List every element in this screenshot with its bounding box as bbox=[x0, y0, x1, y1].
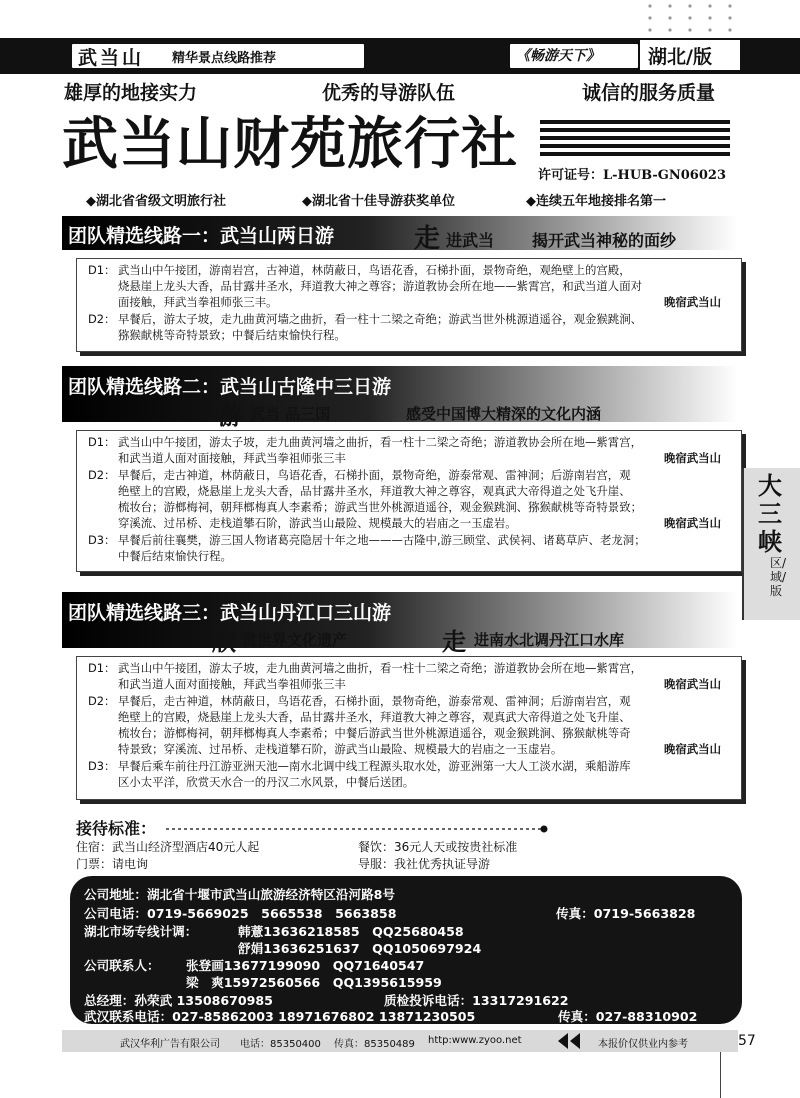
complaint-phone: 质检投诉电话：13317291622 bbox=[384, 993, 569, 1008]
route-1-title: 团队精选线路一：武当山两日游 bbox=[68, 225, 335, 247]
footer-fax: 传真：85350489 bbox=[334, 1039, 415, 1050]
company-phone: 公司电话：0719-5669025 5665538 5663858 bbox=[84, 906, 397, 921]
chevron-right-icon bbox=[556, 1031, 586, 1051]
route-1-d1-line: 武当山中午接团，游南岩宫，古神道，林荫蔽日，鸟语花香，石梯扑面，景物奇绝，观绝壁上的宫殿， bbox=[118, 263, 631, 277]
reception-meals: 餐饮：36元人天或按贵社标准 bbox=[358, 840, 518, 854]
route-2-tag: 武当 品三国 bbox=[250, 405, 331, 423]
company-address: 公司地址：湖北省十堰市武当山旅游经济特区沿河路8号 bbox=[84, 887, 396, 902]
general-manager: 总经理：孙荣武 13508670985 bbox=[84, 993, 273, 1008]
route-1-tag-2: 揭开武当神秘的面纱 bbox=[532, 231, 677, 250]
honor-3: ◆连续五年地接排名第一 bbox=[526, 194, 666, 209]
slogan-1: 雄厚的地接实力 bbox=[64, 82, 198, 104]
route-3-tag-2: 进南水北调丹江口水库 bbox=[474, 631, 625, 649]
route-3-d3-label: D3： bbox=[88, 759, 116, 773]
company-fax: 传真：0719-5663828 bbox=[556, 906, 696, 921]
footer-agency: 武汉华利广告有限公司 bbox=[120, 1039, 220, 1050]
honor-1: ◆湖北省省级文明旅行社 bbox=[86, 194, 226, 209]
page-number: 57 bbox=[738, 1033, 756, 1049]
footer-tel: 电话：85350400 bbox=[240, 1039, 321, 1050]
route-1-tag: 进武当 bbox=[446, 231, 495, 250]
route-3-tag-big: 欣 bbox=[212, 627, 236, 656]
dot-grid-decoration bbox=[640, 0, 750, 36]
route-3-d1-label: D1： bbox=[88, 661, 116, 675]
brand-name: 武当山 bbox=[78, 47, 145, 69]
route-2-tag-2: 感受中国博大精深的文化内涵 bbox=[406, 405, 602, 423]
wuhan-phone: 武汉联系电话：027-85862003 18971676802 13871230505 bbox=[84, 1009, 476, 1024]
route-2-d2-stay: 晚宿武当山 bbox=[664, 516, 721, 530]
company-name: 武当山财苑旅行社 bbox=[62, 112, 518, 177]
reception-tickets: 门票：请电询 bbox=[76, 857, 149, 871]
route-1-d2-line: 早餐后，游太子坡，走九曲黄河墙之曲折，看一柱十二梁之奇绝；游武当世外桃源逍遥谷，观金猴跳涧、 bbox=[118, 312, 642, 326]
stripes-decoration bbox=[540, 118, 730, 162]
route-3-title: 团队精选线路三：武当山丹江口三山游 bbox=[68, 602, 392, 624]
route-2-d1-line: 武当山中午接团，游太子坡，走九曲黄河墙之曲折，看一柱十二梁之奇绝；游道教协会所在地—紫霄宫， bbox=[118, 435, 642, 449]
contact-person-label: 公司联系人： bbox=[84, 958, 160, 973]
route-3-d2-label: D2： bbox=[88, 694, 116, 708]
route-2-d3-line: 早餐后前往襄樊，游三国人物诸葛亮隐居十年之地———古隆中,游三顾堂、武侯祠、诸葛草庐、老龙洞； bbox=[118, 533, 646, 547]
route-3-tag-big-2: 走 bbox=[442, 627, 466, 656]
route-3-d3-line: 早餐后乘车前往丹江游亚洲天池—南水北调中线工程源头取水处，游亚洲第一大人工淡水湖，乘船游库 bbox=[118, 759, 631, 773]
route-1-d1-label: D1： bbox=[88, 263, 116, 277]
route-3-d2-line: 梳妆台；游榔梅祠，朝拜榔梅真人李素希；中餐后游武当世外桃源逍遥谷，观金猴跳涧、猕猴献桃等奇 bbox=[118, 726, 631, 740]
route-3-d2-line: 绝壁上的宫殿，烧悬崖上龙头大香，品甘露井圣水，拜道教大神之尊容，观真武大帝得道之处飞升崖、 bbox=[118, 710, 631, 724]
route-2-d3-label: D3： bbox=[88, 533, 116, 547]
footer-note: 本报价仅供业内参考 bbox=[598, 1039, 688, 1050]
route-1-d1-line: 烧悬崖上龙头大香，品甘露井圣水，拜道教大神之尊容；游道教协会所在地——紫霄宫，和武当道人面对 bbox=[118, 279, 642, 293]
contact-person-2: 梁 爽15972560566 QQ1395615959 bbox=[186, 975, 442, 990]
route-3-d1-line: 和武当道人面对面接触，拜武当拳祖师张三丰 bbox=[118, 677, 346, 691]
reception-title: 接待标准： bbox=[76, 819, 157, 838]
route-1-d1-line: 面接触，拜武当拳祖师张三丰。 bbox=[118, 295, 278, 309]
route-3-d1-stay: 晚宿武当山 bbox=[664, 677, 721, 691]
margin-rule bbox=[720, 1052, 721, 1098]
edition-label: 湖北/版 bbox=[648, 46, 712, 68]
route-3-tag: 赏世界文化遗产 bbox=[242, 631, 348, 649]
route-3-d2-line: 早餐后，走古神道，林荫蔽日，鸟语花香，石梯扑面，景物奇绝，游泰常观、雷神洞；后游南岩宫，观 bbox=[118, 694, 631, 708]
wuhan-fax: 传真：027-88310902 bbox=[558, 1009, 698, 1024]
license-number: 许可证号：L-HUB-GN06023 bbox=[538, 168, 726, 183]
route-2-d3-line: 中餐后结束愉快行程。 bbox=[118, 549, 232, 563]
route-2-tag-big: 游 bbox=[218, 401, 242, 430]
reception-dotted-rule bbox=[166, 825, 550, 833]
route-1-tag-big: 走 bbox=[414, 224, 441, 254]
region-side-title: 大三峡 bbox=[758, 471, 782, 556]
reception-guide: 导服：我社优秀执证导游 bbox=[358, 857, 491, 871]
honor-2: ◆湖北省十佳导游获奖单位 bbox=[302, 194, 455, 209]
route-2-d1-label: D1： bbox=[88, 435, 116, 449]
slogan-2: 优秀的导游队伍 bbox=[322, 82, 456, 104]
footer-website: http:www.zyoo.net bbox=[428, 1035, 522, 1046]
slogan-3: 诚信的服务质量 bbox=[582, 82, 716, 104]
contact-person-1: 张登画13677199090 QQ71640547 bbox=[186, 958, 425, 973]
route-2-title: 团队精选线路二：武当山古隆中三日游 bbox=[68, 376, 392, 398]
route-3-d2-stay: 晚宿武当山 bbox=[664, 742, 721, 756]
route-2-d2-line: 早餐后，走古神道，林荫蔽日，鸟语花香，石梯扑面，景物奇绝，游泰常观、雷神洞；后游南岩宫，观 bbox=[118, 468, 631, 482]
route-2-d2-label: D2： bbox=[88, 468, 116, 482]
route-2-d1-line: 和武当道人面对面接触，拜武当拳祖师张三丰 bbox=[118, 451, 346, 465]
hubei-contact-1: 韩薏13636218585 QQ25680458 bbox=[238, 924, 464, 939]
region-side-subtitle: 区/域/版 bbox=[770, 556, 787, 598]
brand-subtitle: 精华景点线路推荐 bbox=[172, 51, 277, 66]
route-3-d2-line: 特景致；穿溪流、过吊桥、走栈道攀石阶，游武当山最险、规模最大的岩庙之一玉虚岩。 bbox=[118, 742, 563, 756]
route-2-d2-line: 穿溪流、过吊桥、走栈道攀石阶，游武当山最险、规模最大的岩庙之一玉虚岩。 bbox=[118, 516, 517, 530]
hubei-contact-2: 舒娟13636251637 QQ1050697924 bbox=[238, 941, 482, 956]
hubei-label: 湖北市场专线计调： bbox=[84, 924, 198, 939]
route-1-d2-line: 猕猴献桃等奇特景致；中餐后结束愉快行程。 bbox=[118, 328, 346, 342]
route-3-d1-line: 武当山中午接团，游太子坡，走九曲黄河墙之曲折，看一柱十二梁之奇绝；游道教协会所在地—紫霄宫， bbox=[118, 661, 642, 675]
route-2-d2-line: 梳妆台；游榔梅祠，朝拜榔梅真人李素希；游武当世外桃源逍遥谷，观金猴跳涧、猕猴献桃等奇特景致； bbox=[118, 500, 642, 514]
route-1-d2-label: D2： bbox=[88, 312, 116, 326]
magazine-name: 《畅游天下》 bbox=[516, 48, 600, 64]
route-2-d1-stay: 晚宿武当山 bbox=[664, 451, 721, 465]
route-3-d3-line: 区小太平洋，欣赏天水合一的丹汉二水风景，中餐后送团。 bbox=[118, 775, 415, 789]
route-2-d2-line: 绝壁上的宫殿，烧悬崖上龙头大香，品甘露井圣水，拜道教大神之尊容，观真武大帝得道之处飞升崖、 bbox=[118, 484, 631, 498]
reception-lodging: 住宿：武当山经济型酒店40元人起 bbox=[76, 840, 260, 854]
route-1-d1-stay: 晚宿武当山 bbox=[664, 295, 721, 309]
